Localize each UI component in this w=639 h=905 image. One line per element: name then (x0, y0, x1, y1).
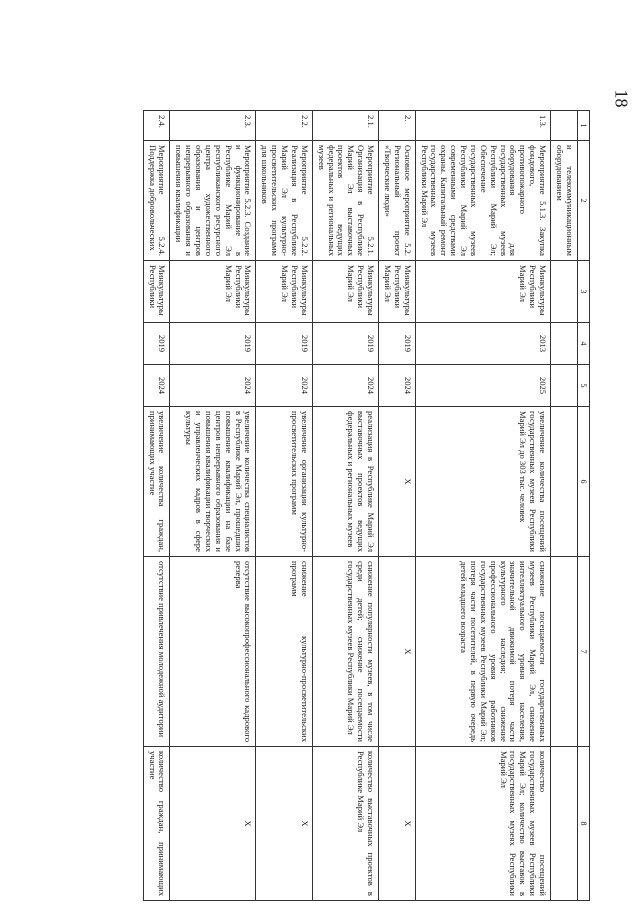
row-number: 2.4. (143, 111, 170, 141)
program-measures-table (143, 110, 590, 901)
non-implementation-consequence: снижение посещаемости государственных музеев Республики Марий Эл, снижение интеллектуального уровня населения, значительной движимой потеря части культурного наследия; снижение профессионального уровня работников государственных музеев Республики Марий Эл; потеря части посетителей, в первую очередь детей младшего возраста (415, 557, 550, 747)
row-number: 2.1. (312, 111, 378, 141)
measure-name: Мероприятие 5.2.4. Поддержка добровольческих (143, 141, 170, 261)
measure-name: Мероприятие 5.2.1. Организация в Республике Марий Эл выставочных проектов ведущих федеральных и региональных музеев (312, 141, 378, 261)
table-row (170, 111, 256, 901)
start-year: 2019 (312, 323, 378, 365)
end-year: 2024 (256, 365, 312, 407)
start-year: 2013 (415, 323, 550, 365)
table-row (256, 111, 312, 901)
end-year: 2024 (312, 365, 378, 407)
start-year: 2019 (143, 323, 170, 365)
non-implementation-consequence: отсутствие высокопрофессионального кадрового резерва (170, 557, 256, 747)
expected-result: увеличение количества специалистов в Республике Марий Эл, прошедших повышение квалификации на базе центров непрерывного образования и повышения квалификации творческих и управленческих кадров в сфере культуры (170, 407, 256, 557)
related-indicator: X (170, 747, 256, 901)
non-implementation-consequence: X (379, 557, 416, 747)
executor: Минкультуры Республики Марий Эл (170, 261, 256, 323)
page-number: 18 (611, 89, 632, 108)
carryover-text: и телекоммуникационным оборудованием (551, 141, 578, 261)
col-header-2: 2 (577, 141, 589, 261)
table-row (415, 111, 550, 901)
col-header-5: 5 (577, 365, 589, 407)
col-header-4: 4 (577, 323, 589, 365)
rotated-table-container (80, 110, 590, 900)
related-indicator: количество граждан, принимающих участие (143, 747, 170, 901)
end-year: 2024 (379, 365, 416, 407)
related-indicator: X (256, 747, 312, 901)
related-indicator: количество выставочных проектов в Республике Марий Эл (312, 747, 378, 901)
start-year: 2019 (256, 323, 312, 365)
expected-result: увеличение количества посещений государственных музеев Республики Марий Эл до 303 тыс. человек (415, 407, 550, 557)
carryover-row (551, 111, 578, 901)
executor: Минкультуры Республики (143, 261, 170, 323)
executor: Минкультуры Республики Марий Эл (415, 261, 550, 323)
col-header-1: 1 (577, 111, 589, 141)
col-header-7: 7 (577, 557, 589, 747)
expected-result: X (379, 407, 416, 557)
measure-name: Мероприятие 5.1.3. Закупка фондового, противопожарного оборудования для государственных музеев Республики Марий Эл; Обеспечение государственных музеев Республики Марий Эл современными средствами охраны. Капитальный ремонт государственных музеев Республики Марий Эл (415, 141, 550, 261)
executor: Минкультуры Республики Марий Эл (256, 261, 312, 323)
measure-name: Мероприятие 5.2.3. Создание и функционирование в Республике Марий Эл республиканского ресурсного центра художественного образования и центров непрерывного образования и повышения квалификации (170, 141, 256, 261)
end-year: 2024 (143, 365, 170, 407)
executor: Минкультуры Республики Марий Эл (312, 261, 378, 323)
measure-name: Мероприятие 5.2.2. Реализация в Республике Марий Эл культурно-просветительских программ для школьников (256, 141, 312, 261)
row-number: 2. (379, 111, 416, 141)
measure-name: Основное мероприятие 5.2. Региональный проект «Творческие люди» (379, 141, 416, 261)
non-implementation-consequence: снижение популярности музеев, в том числе среди детей; снижение посещаемости государственных музеев Республики Марий Эл (312, 557, 378, 747)
end-year: 2024 (170, 365, 256, 407)
row-number: 2.2. (256, 111, 312, 141)
non-implementation-consequence: снижение культурно-просветительских программ (256, 557, 312, 747)
col-header-6: 6 (577, 407, 589, 557)
end-year: 2025 (415, 365, 550, 407)
expected-result: реализация в Республике Марий Эл выставочных проектов ведущих федеральных и региональных музеев (312, 407, 378, 557)
table-row (312, 111, 378, 901)
expected-result: увеличение организации культурно-просветительских программ (256, 407, 312, 557)
table-row (143, 111, 170, 901)
row-number: 2.3. (170, 111, 256, 141)
expected-result: увеличение количества граждан, принимающих участие (143, 407, 170, 557)
start-year: 2019 (379, 323, 416, 365)
col-header-8: 8 (577, 747, 589, 901)
col-header-3: 3 (577, 261, 589, 323)
related-indicator: X (379, 747, 416, 901)
row-number: 1.3. (415, 111, 550, 141)
start-year: 2019 (170, 323, 256, 365)
column-number-row (577, 111, 589, 901)
executor: Минкультуры Республики Марий Эл (379, 261, 416, 323)
related-indicator: количество посещений государственных музеев Республики Марий Эл; количество выставок в государственных музеях Республики Марий Эл (415, 747, 550, 901)
table-row (379, 111, 416, 901)
non-implementation-consequence: отсутствие привлечения молодежной аудитории (143, 557, 170, 747)
